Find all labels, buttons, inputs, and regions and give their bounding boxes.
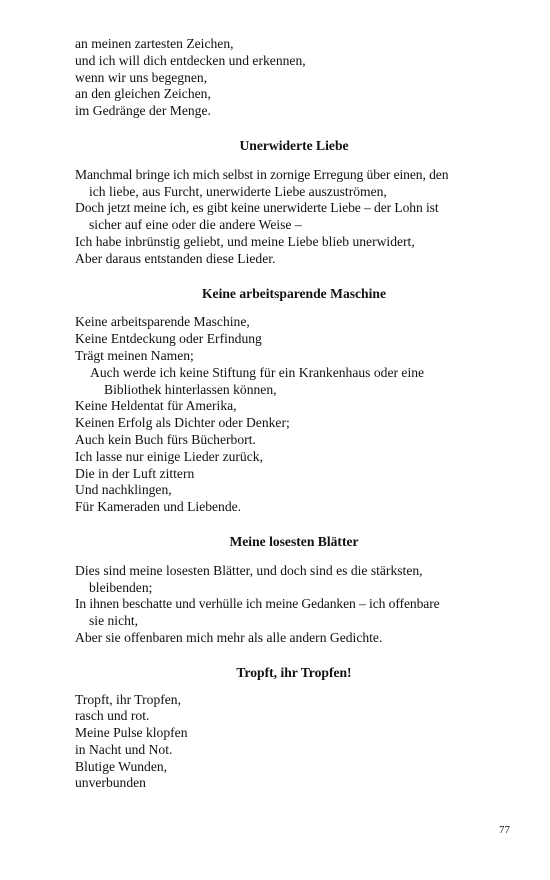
poem-unerwiderte-liebe [75,138,513,268]
poem-title: Keine arbeitsparende Maschine [201,285,386,301]
verse-line: bleibenden; [89,579,153,595]
verse-line: Ich lasse nur einige Lieder zurück, [75,448,263,464]
verse-line: In ihnen beschatte und verhülle ich meine Gedanken – ich offenbare [75,596,440,612]
verse-line: Keine Heldentat für Amerika, [75,398,237,414]
verse-line: Auch kein Buch fürs Bücherbort. [75,431,256,447]
poem-tropft-ihr-tropfen [75,665,513,793]
verse-line: in Nacht und Not. [75,741,173,757]
verse-line: Für Kameraden und Liebende. [75,499,242,515]
verse-line: sie nicht, [89,613,139,629]
verse-line: Dies sind meine losesten Blätter, und doch sind es die stärksten, [75,562,423,578]
verse-line: Doch jetzt meine ich, es gibt keine unerwiderte Liebe – der Lohn ist [75,200,439,216]
poem-title: Meine losesten Blätter [229,533,359,549]
verse-line: an meinen zartesten Zeichen, [75,36,234,51]
verse-line: Und nachklingen, [75,482,172,498]
verse-line: rasch und rot. [75,708,150,724]
verse-line: an den gleichen Zeichen, [75,86,211,102]
verse-line: Blutige Wunden, [75,758,168,774]
verse-line: unverbunden [75,775,146,791]
verse-line: Die in der Luft zittern [75,465,195,481]
poem-keine-arbeitsparende-maschine [75,286,513,516]
verse-line: im Gedränge der Menge. [75,103,211,119]
poem-meine-losesten-blaetter [75,534,513,647]
poem-title: Tropft, ihr Tropfen! [236,664,352,680]
verse-line: Aber sie offenbaren mich mehr als alle andern Gedichte. [75,629,383,645]
verse-line: Aber daraus entstanden diese Lieder. [75,250,276,266]
verse-line: Meine Pulse klopfen [75,725,188,741]
verse-line: Manchmal bringe ich mich selbst in zornige Erregung über einen, den [75,166,449,182]
verse-line: Auch werde ich keine Stiftung für ein Krankenhaus oder eine [90,364,425,380]
verse-line: wenn wir uns begegnen, [75,69,208,85]
verse-line: ich liebe, aus Furcht, unerwiderte Liebe auszuströmen, [89,183,387,199]
verse-line: Tropft, ihr Tropfen, [75,691,182,707]
verse-line: und ich will dich entdecken und erkennen, [75,52,306,68]
poem-continuation [75,36,513,120]
poem-title: Unerwiderte Liebe [239,137,349,153]
verse-line: Keine arbeitsparende Maschine, [75,314,250,330]
verse-line: Trägt meinen Namen; [75,347,194,363]
verse-line: Keinen Erfolg als Dichter oder Denker; [75,415,290,431]
verse-line: Bibliothek hinterlassen können, [104,381,277,397]
page-body [75,36,513,792]
verse-line: Keine Entdeckung oder Erfindung [75,331,262,347]
verse-line: sicher auf eine oder die andere Weise – [89,217,302,233]
page-number: 77 [499,824,510,836]
verse-line: Ich habe inbrünstig geliebt, und meine Liebe blieb unerwidert, [75,233,415,249]
